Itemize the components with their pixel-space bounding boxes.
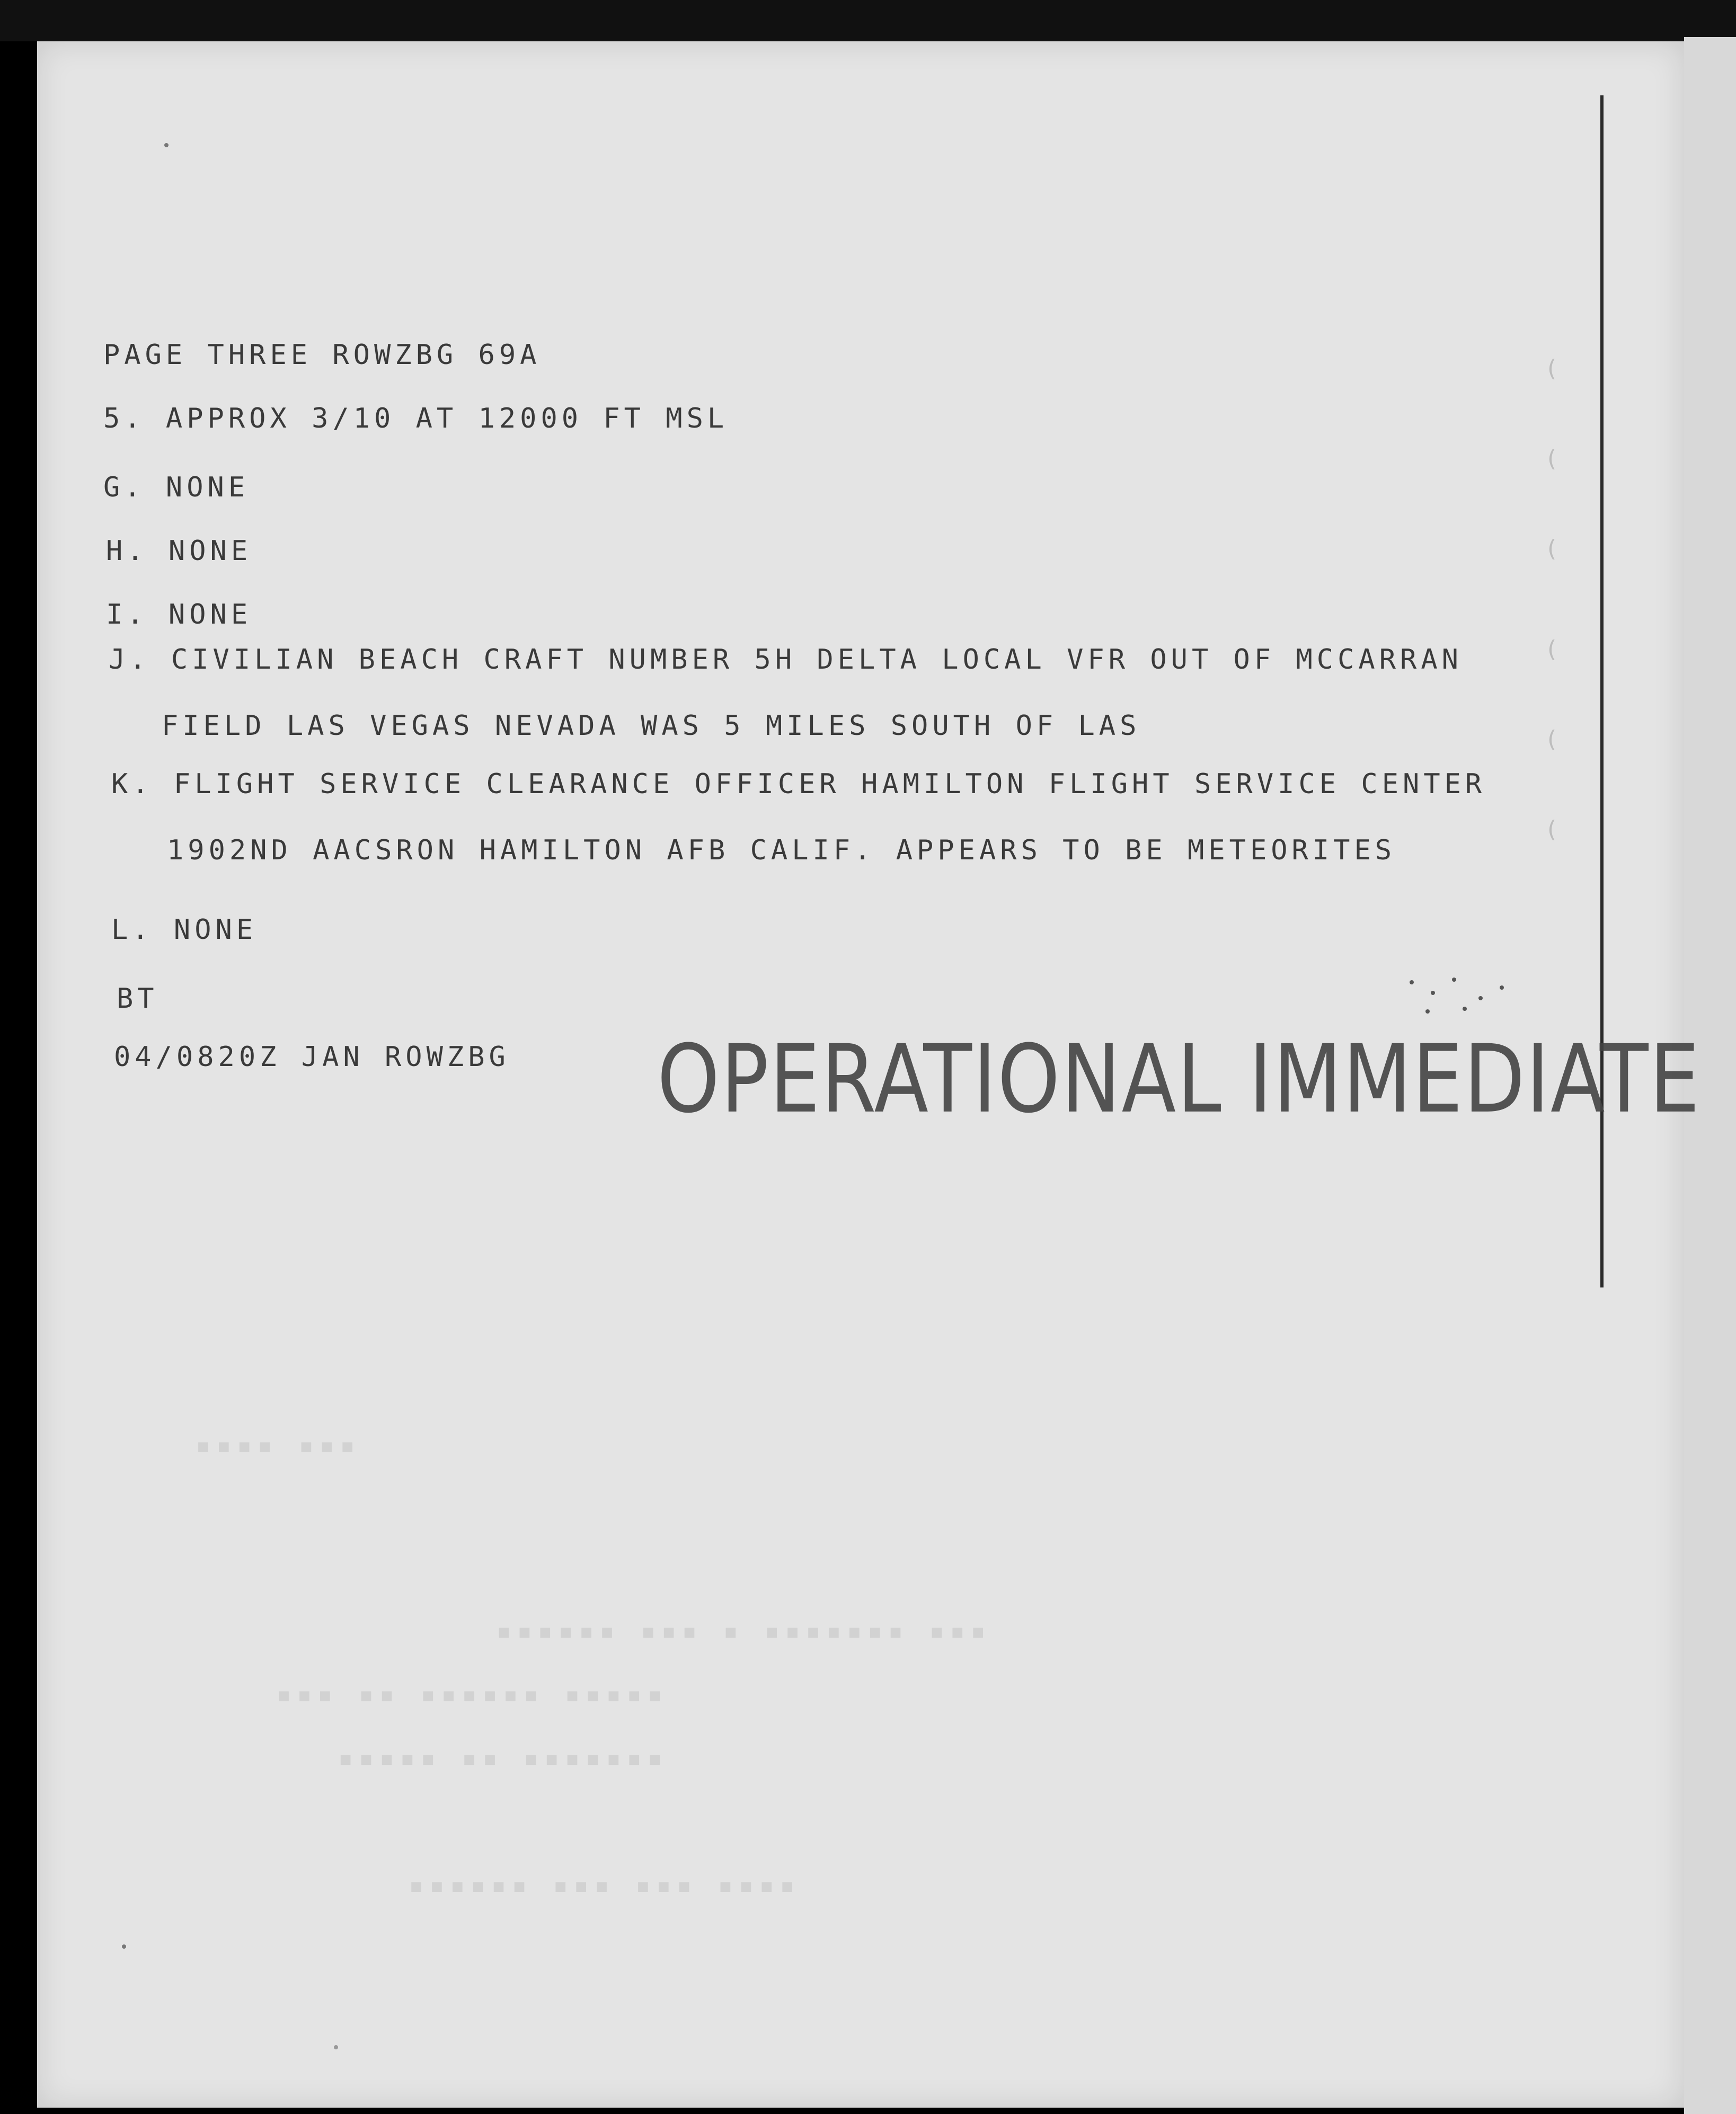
margin-bracket-mark: ( <box>1547 636 1557 663</box>
bt-line: BT <box>117 983 158 1015</box>
item-h-line: H. NONE <box>106 535 252 567</box>
item-i-line: I. NONE <box>106 599 252 630</box>
ink-speck <box>1463 1007 1467 1011</box>
stray-mark <box>164 143 169 147</box>
margin-bracket-mark: ( <box>1547 726 1557 753</box>
operational-immediate-stamp: OPERATIONAL IMMEDIATE <box>657 1025 1701 1134</box>
item-5-line: 5. APPROX 3/10 AT 12000 FT MSL <box>103 403 729 434</box>
item-g-line: G. NONE <box>103 472 250 503</box>
item-j-line-1: J. CIVILIAN BEACH CRAFT NUMBER 5H DELTA LOCAL VFR OUT OF MCCARRAN <box>109 644 1463 676</box>
ink-speck <box>1500 985 1504 990</box>
ink-speck <box>1425 1009 1430 1014</box>
ink-speck <box>1431 991 1435 995</box>
show-through-text: ▪▪▪▪▪▪▪ ▪▪ ▪▪▪▪▪ <box>332 1743 662 1773</box>
item-k-line-1: K. FLIGHT SERVICE CLEARANCE OFFICER HAMILTON FLIGHT SERVICE CENTER <box>111 768 1486 800</box>
item-k-line-2: 1902ND AACSRON HAMILTON AFB CALIF. APPEARS TO BE METEORITES <box>167 834 1396 866</box>
show-through-text: ▪▪▪▪ ▪▪▪ ▪▪▪ ▪▪▪▪▪▪ <box>403 1870 795 1900</box>
show-through-text: ▪▪▪▪▪ ▪▪▪▪▪▪ ▪▪ ▪▪▪ <box>270 1680 662 1709</box>
ink-speck <box>1410 980 1414 984</box>
item-j-line-2: FIELD LAS VEGAS NEVADA WAS 5 MILES SOUTH OF LAS <box>162 710 1141 742</box>
ink-speck <box>1478 996 1483 1000</box>
stray-mark <box>334 2045 338 2049</box>
margin-bracket-mark: ( <box>1547 355 1557 382</box>
page-header-line: PAGE THREE ROWZBG 69A <box>103 339 541 371</box>
show-through-text: ▪▪▪ ▪▪▪▪▪▪▪ ▪ ▪▪▪ ▪▪▪▪▪▪ <box>491 1616 986 1646</box>
ink-speck <box>1452 978 1456 982</box>
margin-bracket-mark: ( <box>1547 816 1557 843</box>
item-l-line: L. NONE <box>111 914 258 946</box>
show-through-text: ▪▪▪ ▪▪▪▪ <box>190 1431 355 1460</box>
stray-mark <box>122 1944 126 1949</box>
margin-bracket-mark: ( <box>1547 535 1557 562</box>
margin-bracket-mark: ( <box>1547 445 1557 472</box>
dtg-line: 04/0820Z JAN ROWZBG <box>114 1041 510 1073</box>
scan-top-border <box>0 0 1736 41</box>
